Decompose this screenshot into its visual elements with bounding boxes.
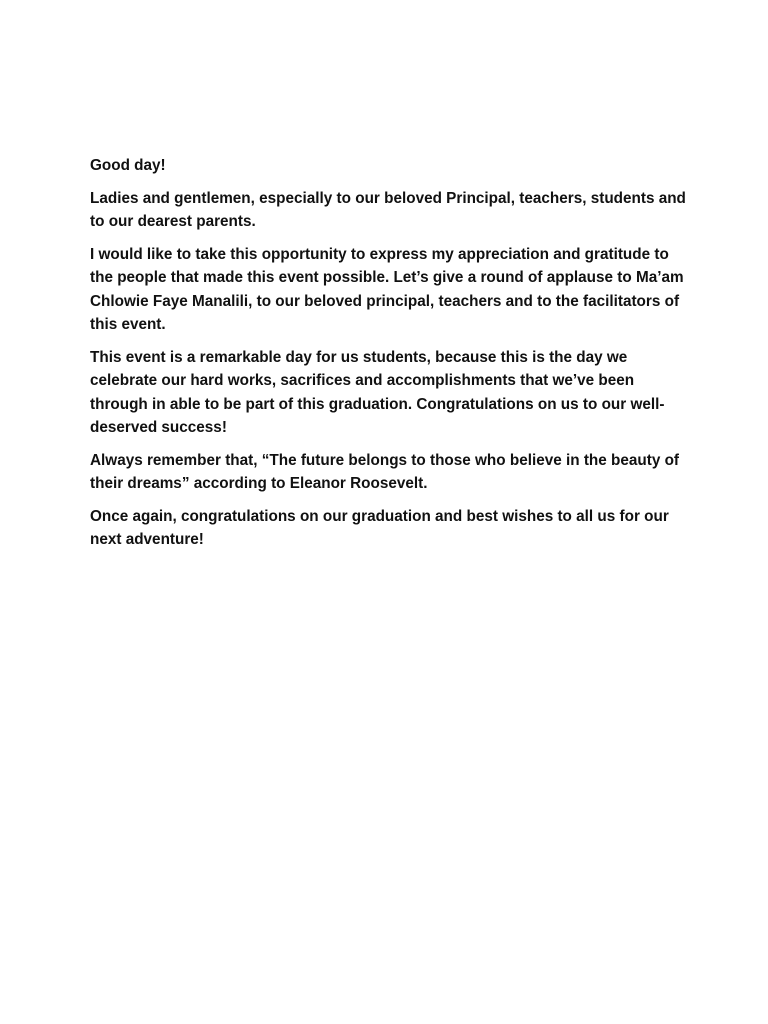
greeting-paragraph: Good day! bbox=[90, 157, 166, 174]
gratitude-paragraph: I would like to take this opportunity to express my appreciation and gratitude to the people that made this event possible. Let’s give a round of applause to Ma’am Chlowie Faye Manalili, to our beloved principal, teachers and to the facilitators of this event. bbox=[90, 245, 684, 333]
quote-paragraph: Always remember that, “The future belongs to those who believe in the beauty of their dreams” according to Eleanor Roosevelt. bbox=[90, 451, 680, 492]
celebration-paragraph: This event is a remarkable day for us students, because this is the day we celebrate our hard works, sacrifices and accomplishments that we’ve been through in able to be part of this graduation. Congratulations on us to our well-deserved success! bbox=[90, 348, 665, 436]
salutation-paragraph: Ladies and gentlemen, especially to our beloved Principal, teachers, students and to our dearest parents. bbox=[90, 189, 686, 230]
speech-body bbox=[90, 154, 690, 561]
closing-paragraph: Once again, congratulations on our graduation and best wishes to all us for our next adventure! bbox=[90, 507, 669, 548]
